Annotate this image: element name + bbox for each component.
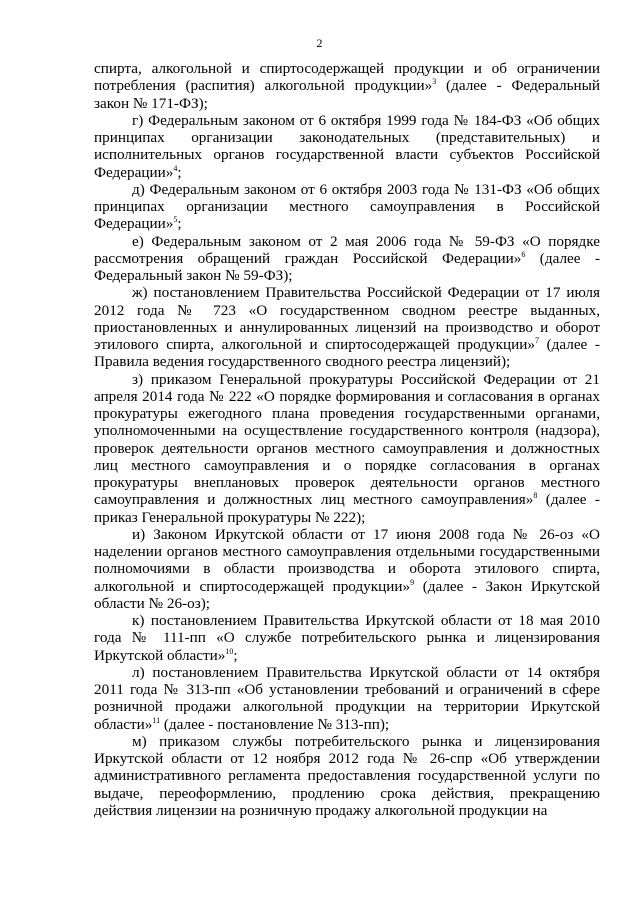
- paragraph-tail: ;: [177, 215, 182, 233]
- paragraph-tail: ;: [233, 646, 238, 664]
- paragraph-tail: (далее - Закон Иркутской области № 26-оз);: [94, 577, 600, 612]
- paragraph-item-l: [94, 664, 600, 733]
- paragraph-tail: (далее - Федеральный закон № 171-ФЗ);: [94, 77, 600, 112]
- paragraph-tail: ;: [177, 163, 182, 181]
- paragraph-item-i: [94, 526, 600, 612]
- paragraph-item-zh: [94, 284, 600, 370]
- footnote-ref: 3: [432, 77, 437, 87]
- paragraph-tail: (далее - Федеральный закон № 59-ФЗ);: [94, 249, 601, 284]
- paragraph-text: е) Федеральным законом от 2 мая 2006 года № 59-ФЗ «О порядке рассмотрения обращений граждан Российской Федерации»: [94, 232, 600, 267]
- paragraph-continuation: [94, 60, 600, 112]
- footnote-ref: 10: [225, 646, 234, 656]
- footnote-ref: 6: [521, 249, 526, 259]
- paragraph-item-e: [94, 233, 600, 285]
- page-number: 2: [316, 36, 323, 50]
- paragraph-item-k: [94, 612, 600, 664]
- footnote-ref: 9: [410, 577, 415, 587]
- footnote-ref: 5: [173, 215, 178, 225]
- paragraph-text: и) Законом Иркутской области от 17 июня 2008 года № 26-оз «О наделении органов местного самоуправления отдельными государственными полномочиями в области производства и оборота этилового спирта, алкогольной и спиртосодержащей продукции»: [94, 525, 600, 595]
- paragraph-text: спирта, алкогольной и спиртосодержащей продукции и об ограничении потребления (распития) алкогольной продукции»: [94, 60, 600, 95]
- paragraph-tail: (далее - приказ Генеральной прокуратуры № 222);: [94, 491, 600, 526]
- footnote-ref: 11: [152, 715, 161, 725]
- paragraph-text: к) постановлением Правительства Иркутской области от 18 мая 2010 года № 111-пп «О службе потребительского рынка и лицензирования Иркутской области»: [94, 612, 600, 664]
- paragraph-text: д) Федеральным законом от 6 октября 2003 года № 131-ФЗ «Об общих принципах организации местного самоуправления в Российской Федерации»: [94, 180, 600, 233]
- paragraph-text: м) приказом службы потребительского рынка и лицензирования Иркутской области от 12 ноября 2012 года № 26-спр «Об утверждении административного регламента предоставления государственной услуги по выдаче, переоформлению, продлению срока действия, прекращению действия лицензии на розничную продажу алкогольной продукции на: [94, 732, 600, 819]
- paragraph-item-g: [94, 112, 600, 181]
- footnote-ref: 7: [534, 335, 539, 345]
- paragraph-text: л) постановлением Правительства Иркутской области от 14 октября 2011 года № 313-пп «Об установлении требований и ограничений в сфере розничной продажи алкогольной продукции на территории Иркутской области»: [94, 663, 600, 733]
- paragraph-text: ж) постановлением Правительства Российской Федерации от 17 июля 2012 года № 723 «О государственном сводном реестре выданных, приостановленных и аннулированных лицензий на производство и оборот этилового спирта, алкогольной и спиртосодержащей продукции»: [94, 284, 600, 353]
- document-body: [94, 60, 600, 819]
- paragraph-item-d: [94, 181, 600, 233]
- paragraph-item-m: [94, 733, 600, 819]
- footnote-ref: 8: [533, 491, 538, 501]
- footnote-ref: 4: [173, 163, 178, 173]
- paragraph-text: з) приказом Генеральной прокуратуры Российской Федерации от 21 апреля 2014 года № 222 «О порядке формирования и согласования в органах прокуратуры ежегодного плана проведения государственными органами, уполномоченными на осуществление государственного контроля (надзора), проверок деятельности органов местного самоуправления и должностных лиц местного самоуправления и о порядке согласования в органах прокуратуры внеплановых проверок деятельности органов местного самоуправления и должностных лиц местного самоуправления»: [94, 370, 600, 509]
- paragraph-text: г) Федеральным законом от 6 октября 1999 года № 184-ФЗ «Об общих принципах организации законодательных (представительных) и исполнительных органов государственной власти субъектов Российской Федерации»: [94, 111, 600, 181]
- paragraph-item-z: [94, 371, 600, 526]
- paragraph-tail: (далее - Правила ведения государственного сводного реестра лицензий);: [94, 336, 600, 371]
- paragraph-tail: (далее - постановление № 313-пп);: [160, 715, 390, 733]
